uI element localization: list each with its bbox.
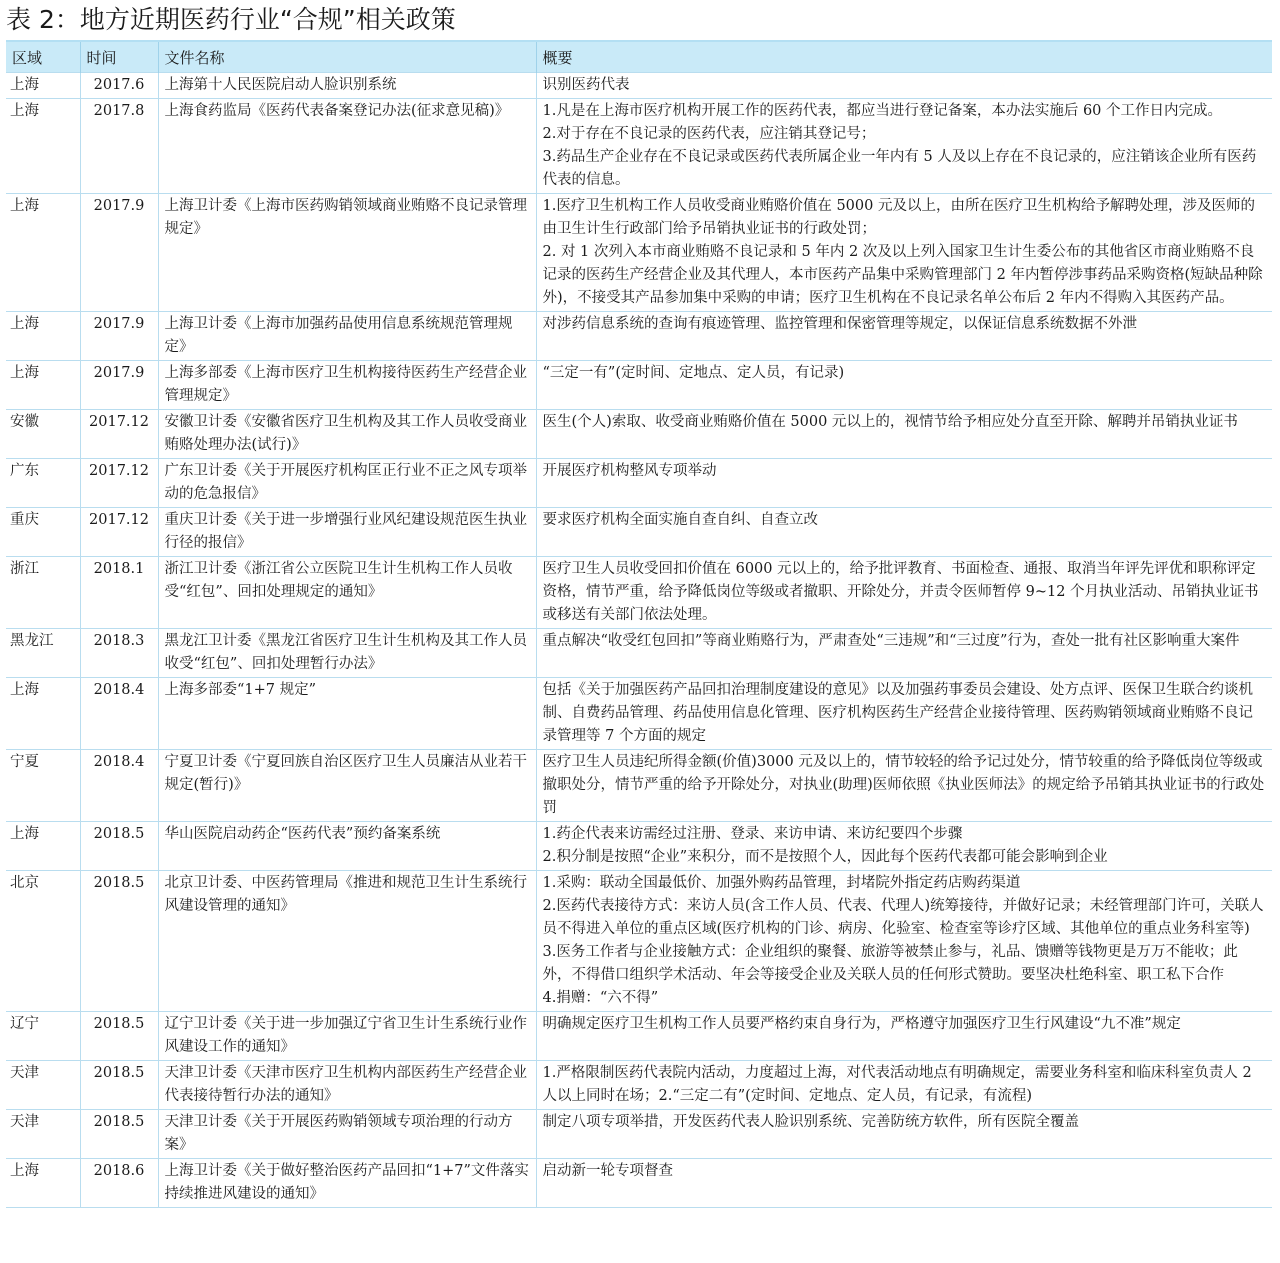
summary-line: 识别医药代表 (542, 77, 630, 93)
summary-line: 3.医务工作者与企业接触方式：企业组织的聚餐、旅游等被禁止参与，礼品、馈赠等钱物更是万万不能收；此外，不得借口组织学术活动、年会等接受企业及关联人员的任何形式赞助。要坚决杜绝科室、职工私下合作 (542, 944, 1238, 983)
table-row (6, 410, 1272, 459)
cell-region: 北京 (6, 871, 80, 1012)
table-row (6, 557, 1272, 629)
cell-summary (536, 871, 1272, 1012)
summary-line: 2. 对 1 次列入本市商业贿赂不良记录和 5 年内 2 次及以上列入国家卫生计生委公布的其他省区市商业贿赂不良记录的医药生产经营企业及其代理人，本市医药产品集中采购管理部门 2 年内暂停涉事药品采购资格(短缺品种除外)，不接受其产品参加集中采购的申请；医疗卫生机构在不良记录名单公布后 2 年内不得购入其医药产品。 (542, 244, 1263, 306)
table-row (6, 822, 1272, 871)
summary-line: 2.医药代表接待方式：来访人员(含工作人员、代表、代理人)统筹接待，并做好记录；未经管理部门许可，关联人员不得进入单位的重点区域(医疗机构的门诊、病房、化验室、检查室等诊疗区域、其他单位的重点业务科室等) (542, 898, 1264, 937)
cell-time: 2018.4 (80, 678, 158, 750)
cell-summary (536, 1061, 1272, 1110)
table-row (6, 361, 1272, 410)
policy-table (6, 42, 1272, 1208)
cell-time: 2017.9 (80, 361, 158, 410)
table-row (6, 73, 1272, 99)
cell-summary (536, 99, 1272, 194)
table-body (6, 73, 1272, 1208)
cell-document: 广东卫计委《关于开展医疗机构匡正行业不正之风专项举动的危急报信》 (158, 459, 536, 508)
cell-document: 北京卫计委、中医药管理局《推进和规范卫生计生系统行风建设管理的通知》 (158, 871, 536, 1012)
cell-time: 2017.12 (80, 508, 158, 557)
header-summary: 概要 (536, 42, 1272, 73)
cell-time: 2017.9 (80, 312, 158, 361)
table-row (6, 508, 1272, 557)
cell-document: 上海卫计委《上海市加强药品使用信息系统规范管理规定》 (158, 312, 536, 361)
cell-region: 上海 (6, 312, 80, 361)
cell-document: 天津卫计委《关于开展医药购销领域专项治理的行动方案》 (158, 1110, 536, 1159)
table-row (6, 1061, 1272, 1110)
summary-line: 2.对于存在不良记录的医药代表，应注销其登记号； (542, 126, 876, 142)
summary-line: 启动新一轮专项督查 (542, 1163, 673, 1179)
cell-document: 上海第十人民医院启动人脸识别系统 (158, 73, 536, 99)
cell-region: 黑龙江 (6, 629, 80, 678)
cell-document: 重庆卫计委《关于进一步增强行业风纪建设规范医生执业行径的报信》 (158, 508, 536, 557)
header-document: 文件名称 (158, 42, 536, 73)
summary-line: 包括《关于加强医药产品回扣治理制度建设的意见》以及加强药事委员会建设、处方点评、医保卫生联合约谈机制、自费药品管理、药品使用信息化管理、医疗机构医药生产经营企业接待管理、医药购销领域商业贿赂不良记录管理等 7 个方面的规定 (542, 682, 1253, 744)
summary-line: “三定一有”(定时间、定地点、定人员，有记录) (542, 365, 845, 381)
summary-line: 3.药品生产企业存在不良记录或医药代表所属企业一年内有 5 人及以上存在不良记录的，应注销该企业所有医药代表的信息。 (542, 149, 1257, 188)
cell-region: 安徽 (6, 410, 80, 459)
cell-document: 辽宁卫计委《关于进一步加强辽宁省卫生计生系统行业作风建设工作的通知》 (158, 1012, 536, 1061)
table-row (6, 312, 1272, 361)
table-row (6, 750, 1272, 822)
cell-document: 上海多部委《上海市医疗卫生机构接待医药生产经营企业管理规定》 (158, 361, 536, 410)
cell-summary (536, 1110, 1272, 1159)
cell-time: 2018.4 (80, 750, 158, 822)
header-time: 时间 (80, 42, 158, 73)
cell-summary (536, 822, 1272, 871)
table-row (6, 99, 1272, 194)
cell-time: 2017.6 (80, 73, 158, 99)
cell-summary (536, 629, 1272, 678)
cell-document: 华山医院启动药企“医药代表”预约备案系统 (158, 822, 536, 871)
cell-region: 天津 (6, 1061, 80, 1110)
summary-line: 制定八项专项举措，开发医药代表人脸识别系统、完善防统方软件，所有医院全覆盖 (542, 1114, 1079, 1130)
cell-region: 重庆 (6, 508, 80, 557)
cell-region: 辽宁 (6, 1012, 80, 1061)
cell-document: 上海卫计委《关于做好整治医药产品回扣“1+7”文件落实持续推进风建设的通知》 (158, 1159, 536, 1208)
cell-region: 上海 (6, 194, 80, 312)
table-row (6, 629, 1272, 678)
cell-document: 黑龙江卫计委《黑龙江省医疗卫生计生机构及其工作人员收受“红包”、回扣处理暂行办法》 (158, 629, 536, 678)
cell-time: 2018.1 (80, 557, 158, 629)
cell-summary (536, 1159, 1272, 1208)
cell-region: 上海 (6, 361, 80, 410)
cell-region: 宁夏 (6, 750, 80, 822)
cell-region: 上海 (6, 678, 80, 750)
cell-document: 宁夏卫计委《宁夏回族自治区医疗卫生人员廉洁从业若干规定(暂行)》 (158, 750, 536, 822)
summary-line: 明确规定医疗卫生机构工作人员要严格约束自身行为，严格遵守加强医疗卫生行风建设“九不准”规定 (542, 1016, 1181, 1032)
cell-summary (536, 750, 1272, 822)
cell-time: 2018.5 (80, 1012, 158, 1061)
cell-summary (536, 312, 1272, 361)
cell-region: 天津 (6, 1110, 80, 1159)
cell-summary (536, 361, 1272, 410)
cell-summary (536, 557, 1272, 629)
summary-line: 1.医疗卫生机构工作人员收受商业贿赂价值在 5000 元及以上，由所在医疗卫生机构给予解聘处理，涉及医师的由卫生计生行政部门给予吊销执业证书的行政处罚； (542, 198, 1255, 237)
cell-summary (536, 73, 1272, 99)
cell-summary (536, 1012, 1272, 1061)
summary-line: 4.捐赠：“六不得” (542, 990, 659, 1006)
table-header-row (6, 42, 1272, 73)
cell-time: 2017.8 (80, 99, 158, 194)
cell-document: 上海食药监局《医药代表备案登记办法(征求意见稿)》 (158, 99, 536, 194)
summary-line: 医疗卫生人员违纪所得金额(价值)3000 元及以上的，情节较轻的给予记过处分，情节较重的给予降低岗位等级或撤职处分，情节严重的给予开除处分，对执业(助理)医师依照《执业医师法》的规定给予吊销其执业证书的行政处罚 (542, 754, 1265, 816)
cell-region: 上海 (6, 1159, 80, 1208)
summary-line: 重点解决“收受红包回扣”等商业贿赂行为，严肃查处“三违规”和“三过度”行为，查处一批有社区影响重大案件 (542, 633, 1240, 649)
cell-time: 2017.9 (80, 194, 158, 312)
cell-summary (536, 194, 1272, 312)
cell-region: 浙江 (6, 557, 80, 629)
table-row (6, 459, 1272, 508)
cell-time: 2018.3 (80, 629, 158, 678)
summary-line: 1.药企代表来访需经过注册、登录、来访申请、来访纪要四个步骤 (542, 826, 963, 842)
table-row (6, 1110, 1272, 1159)
cell-document: 上海卫计委《上海市医药购销领域商业贿赂不良记录管理规定》 (158, 194, 536, 312)
table-title: 表 2：地方近期医药行业“合规”相关政策 (6, 5, 456, 34)
cell-time: 2018.5 (80, 1110, 158, 1159)
cell-summary (536, 410, 1272, 459)
cell-time: 2018.6 (80, 1159, 158, 1208)
cell-time: 2018.5 (80, 822, 158, 871)
summary-line: 1.严格限制医药代表院内活动，力度超过上海，对代表活动地点有明确规定，需要业务科室和临床科室负责人 2 人以上同时在场；2.“三定二有”(定时间、定地点、定人员，有记录，有流程) (542, 1065, 1252, 1104)
summary-line: 对涉药信息系统的查询有痕迹管理、监控管理和保密管理等规定，以保证信息系统数据不外泄 (542, 316, 1137, 332)
summary-line: 1.凡是在上海市医疗机构开展工作的医药代表，都应当进行登记备案，本办法实施后 60 个工作日内完成。 (542, 103, 1222, 119)
cell-summary (536, 508, 1272, 557)
summary-line: 2.积分制是按照“企业”来积分，而不是按照个人，因此每个医药代表都可能会影响到企业 (542, 849, 1108, 865)
cell-time: 2018.5 (80, 871, 158, 1012)
table-row (6, 871, 1272, 1012)
table-row (6, 1012, 1272, 1061)
table-row (6, 678, 1272, 750)
summary-line: 医生(个人)索取、收受商业贿赂价值在 5000 元以上的，视情节给予相应处分直至开除、解聘并吊销执业证书 (542, 414, 1238, 430)
table-row (6, 1159, 1272, 1208)
summary-line: 开展医疗机构整风专项举动 (542, 463, 717, 479)
cell-summary (536, 678, 1272, 750)
cell-region: 上海 (6, 99, 80, 194)
cell-document: 天津卫计委《天津市医疗卫生机构内部医药生产经营企业代表接待暂行办法的通知》 (158, 1061, 536, 1110)
cell-region: 广东 (6, 459, 80, 508)
summary-line: 1.采购：联动全国最低价、加强外购药品管理，封堵院外指定药店购药渠道 (542, 875, 1021, 891)
cell-time: 2018.5 (80, 1061, 158, 1110)
cell-document: 安徽卫计委《安徽省医疗卫生机构及其工作人员收受商业贿赂处理办法(试行)》 (158, 410, 536, 459)
cell-document: 浙江卫计委《浙江省公立医院卫生计生机构工作人员收受“红包”、回扣处理规定的通知》 (158, 557, 536, 629)
cell-time: 2017.12 (80, 410, 158, 459)
table-row (6, 194, 1272, 312)
policy-table-container (6, 40, 1272, 1208)
summary-line: 医疗卫生人员收受回扣价值在 6000 元以上的，给予批评教育、书面检查、通报、取消当年评先评优和职称评定资格，情节严重，给予降低岗位等级或者撤职、开除处分，并责令医师暂停 9~12 个月执业活动、吊销执业证书或移送有关部门依法处理。 (542, 561, 1259, 623)
cell-time: 2017.12 (80, 459, 158, 508)
cell-summary (536, 459, 1272, 508)
summary-line: 要求医疗机构全面实施自查自纠、自查立改 (542, 512, 818, 528)
cell-document: 上海多部委“1+7 规定” (158, 678, 536, 750)
cell-region: 上海 (6, 822, 80, 871)
cell-region: 上海 (6, 73, 80, 99)
header-region: 区域 (6, 42, 80, 73)
